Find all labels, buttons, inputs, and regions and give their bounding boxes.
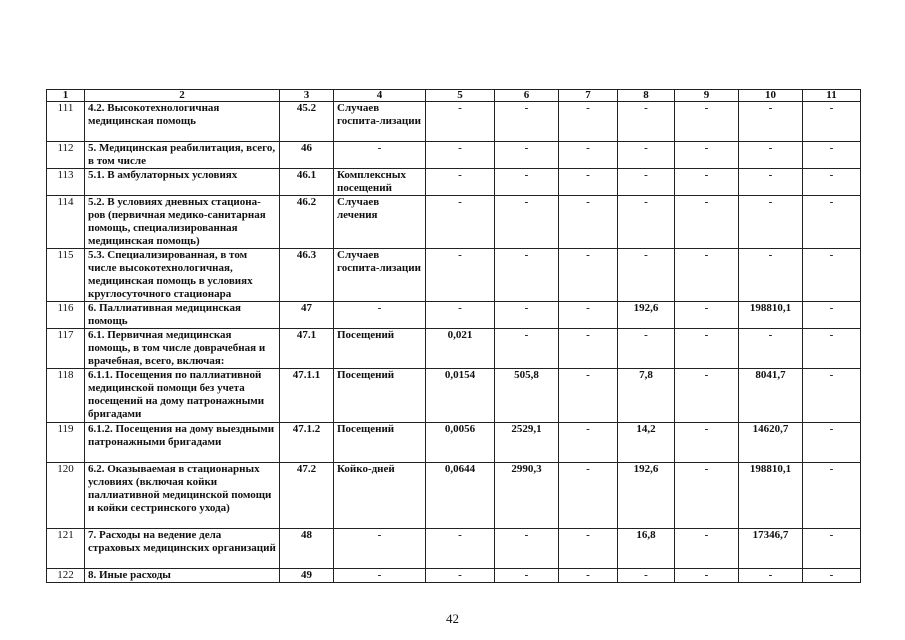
value-cell: - xyxy=(803,329,861,369)
table-row xyxy=(47,569,861,583)
table-row xyxy=(47,142,861,169)
row-code-cell: 47 xyxy=(280,302,334,329)
value-cell: - xyxy=(803,463,861,529)
value-cell: - xyxy=(559,196,618,249)
value-cell: - xyxy=(618,329,675,369)
unit-cell: Случаев госпита-лизации xyxy=(334,102,426,142)
value-cell: - xyxy=(426,102,495,142)
value-cell: - xyxy=(559,102,618,142)
table-row xyxy=(47,329,861,369)
value-cell: 17346,7 xyxy=(739,529,803,569)
value-cell: - xyxy=(559,569,618,583)
value-cell: - xyxy=(803,249,861,302)
value-cell: 16,8 xyxy=(618,529,675,569)
value-cell: - xyxy=(559,302,618,329)
column-header-11: 11 xyxy=(803,90,861,102)
value-cell: 198810,1 xyxy=(739,302,803,329)
unit-cell: Случаев лечения xyxy=(334,196,426,249)
value-cell: - xyxy=(675,369,739,423)
value-cell: - xyxy=(495,142,559,169)
column-header-8: 8 xyxy=(618,90,675,102)
value-cell: 0,0056 xyxy=(426,423,495,463)
value-cell: - xyxy=(495,569,559,583)
value-cell: - xyxy=(739,329,803,369)
value-cell: - xyxy=(495,329,559,369)
row-code-cell: 47.2 xyxy=(280,463,334,529)
column-header-3: 3 xyxy=(280,90,334,102)
indicator-name-cell: 6. Паллиативная медицинская помощь xyxy=(85,302,280,329)
value-cell: 2529,1 xyxy=(495,423,559,463)
column-header-1: 1 xyxy=(47,90,85,102)
data-table xyxy=(46,89,861,583)
value-cell: - xyxy=(803,196,861,249)
value-cell: - xyxy=(426,302,495,329)
value-cell: - xyxy=(739,569,803,583)
value-cell: - xyxy=(739,169,803,196)
value-cell: - xyxy=(559,463,618,529)
value-cell: - xyxy=(618,249,675,302)
table-row xyxy=(47,369,861,423)
value-cell: - xyxy=(426,142,495,169)
value-cell: 198810,1 xyxy=(739,463,803,529)
table-row xyxy=(47,529,861,569)
indicator-name-cell: 8. Иные расходы xyxy=(85,569,280,583)
value-cell: 14,2 xyxy=(618,423,675,463)
value-cell: - xyxy=(495,529,559,569)
column-header-5: 5 xyxy=(426,90,495,102)
value-cell: - xyxy=(675,142,739,169)
unit-cell: Случаев госпита-лизации xyxy=(334,249,426,302)
column-header-4: 4 xyxy=(334,90,426,102)
value-cell: - xyxy=(618,169,675,196)
value-cell: 0,0644 xyxy=(426,463,495,529)
value-cell: 2990,3 xyxy=(495,463,559,529)
value-cell: - xyxy=(803,569,861,583)
indicator-name-cell: 5.3. Специализированная, в том числе высокотехнологичная, медицинская помощь в условиях круглосуточного стационара xyxy=(85,249,280,302)
value-cell: - xyxy=(495,196,559,249)
indicator-name-cell: 7. Расходы на ведение дела страховых медицинских организаций xyxy=(85,529,280,569)
value-cell: - xyxy=(426,249,495,302)
value-cell: - xyxy=(675,249,739,302)
value-cell: - xyxy=(426,196,495,249)
value-cell: - xyxy=(739,142,803,169)
row-number-cell: 111 xyxy=(47,102,85,142)
value-cell: - xyxy=(618,142,675,169)
indicator-name-cell: 6.1.1. Посещения по паллиативной медицинской помощи без учета посещений на дому патронажными бригадами xyxy=(85,369,280,423)
table-row xyxy=(47,102,861,142)
unit-cell: - xyxy=(334,569,426,583)
indicator-name-cell: 5. Медицинская реабилитация, всего, в том числе xyxy=(85,142,280,169)
row-code-cell: 46.1 xyxy=(280,169,334,196)
indicator-name-cell: 6.2. Оказываемая в стационарных условиях (включая койки паллиативной медицинской помощи и койки сестринского ухода) xyxy=(85,463,280,529)
indicator-name-cell: 5.1. В амбулаторных условиях xyxy=(85,169,280,196)
value-cell: - xyxy=(559,329,618,369)
value-cell: - xyxy=(803,369,861,423)
value-cell: - xyxy=(803,529,861,569)
value-cell: - xyxy=(803,169,861,196)
row-code-cell: 46.3 xyxy=(280,249,334,302)
row-code-cell: 48 xyxy=(280,529,334,569)
row-code-cell: 46 xyxy=(280,142,334,169)
value-cell: - xyxy=(675,196,739,249)
value-cell: 7,8 xyxy=(618,369,675,423)
value-cell: 14620,7 xyxy=(739,423,803,463)
value-cell: - xyxy=(495,302,559,329)
value-cell: - xyxy=(495,169,559,196)
value-cell: - xyxy=(803,302,861,329)
value-cell: - xyxy=(559,249,618,302)
row-code-cell: 49 xyxy=(280,569,334,583)
value-cell: - xyxy=(675,169,739,196)
unit-cell: Койко-дней xyxy=(334,463,426,529)
value-cell: - xyxy=(618,196,675,249)
value-cell: - xyxy=(559,423,618,463)
unit-cell: - xyxy=(334,529,426,569)
value-cell: 0,021 xyxy=(426,329,495,369)
value-cell: 192,6 xyxy=(618,302,675,329)
row-number-cell: 118 xyxy=(47,369,85,423)
table-row xyxy=(47,196,861,249)
row-code-cell: 47.1.1 xyxy=(280,369,334,423)
column-header-7: 7 xyxy=(559,90,618,102)
value-cell: 0,0154 xyxy=(426,369,495,423)
value-cell: - xyxy=(803,423,861,463)
value-cell: - xyxy=(618,569,675,583)
value-cell: 192,6 xyxy=(618,463,675,529)
row-number-cell: 116 xyxy=(47,302,85,329)
value-cell: - xyxy=(739,249,803,302)
indicator-name-cell: 6.1.2. Посещения на дому выездными патронажными бригадами xyxy=(85,423,280,463)
table-row xyxy=(47,249,861,302)
value-cell: 8041,7 xyxy=(739,369,803,423)
header-row xyxy=(47,90,861,102)
row-number-cell: 119 xyxy=(47,423,85,463)
table-row xyxy=(47,423,861,463)
row-number-cell: 122 xyxy=(47,569,85,583)
value-cell: - xyxy=(675,329,739,369)
indicator-name-cell: 6.1. Первичная медицинская помощь, в том числе доврачебная и врачебная, всего, включая: xyxy=(85,329,280,369)
unit-cell: Посещений xyxy=(334,369,426,423)
value-cell: - xyxy=(618,102,675,142)
value-cell: - xyxy=(675,102,739,142)
value-cell: 505,8 xyxy=(495,369,559,423)
column-header-10: 10 xyxy=(739,90,803,102)
row-number-cell: 113 xyxy=(47,169,85,196)
value-cell: - xyxy=(559,369,618,423)
indicator-name-cell: 4.2. Высокотехнологичная медицинская помощь xyxy=(85,102,280,142)
value-cell: - xyxy=(675,302,739,329)
unit-cell: Комплексных посещений xyxy=(334,169,426,196)
unit-cell: - xyxy=(334,142,426,169)
unit-cell: - xyxy=(334,302,426,329)
value-cell: - xyxy=(426,569,495,583)
column-header-6: 6 xyxy=(495,90,559,102)
row-code-cell: 45.2 xyxy=(280,102,334,142)
value-cell: - xyxy=(426,169,495,196)
value-cell: - xyxy=(803,142,861,169)
table-row xyxy=(47,302,861,329)
row-number-cell: 112 xyxy=(47,142,85,169)
row-number-cell: 120 xyxy=(47,463,85,529)
value-cell: - xyxy=(675,529,739,569)
row-number-cell: 114 xyxy=(47,196,85,249)
value-cell: - xyxy=(675,569,739,583)
value-cell: - xyxy=(559,169,618,196)
value-cell: - xyxy=(495,102,559,142)
page-number: 42 xyxy=(446,611,459,626)
value-cell: - xyxy=(559,142,618,169)
row-code-cell: 47.1 xyxy=(280,329,334,369)
value-cell: - xyxy=(739,102,803,142)
column-header-9: 9 xyxy=(675,90,739,102)
value-cell: - xyxy=(559,529,618,569)
column-header-2: 2 xyxy=(85,90,280,102)
value-cell: - xyxy=(495,249,559,302)
unit-cell: Посещений xyxy=(334,329,426,369)
row-code-cell: 46.2 xyxy=(280,196,334,249)
value-cell: - xyxy=(426,529,495,569)
table-row xyxy=(47,463,861,529)
row-code-cell: 47.1.2 xyxy=(280,423,334,463)
value-cell: - xyxy=(675,423,739,463)
row-number-cell: 115 xyxy=(47,249,85,302)
value-cell: - xyxy=(675,463,739,529)
row-number-cell: 121 xyxy=(47,529,85,569)
table-row xyxy=(47,169,861,196)
value-cell: - xyxy=(803,102,861,142)
indicator-name-cell: 5.2. В условиях дневных стациона-ров (первичная медико-санитарная помощь, специализированная медицинская помощь) xyxy=(85,196,280,249)
row-number-cell: 117 xyxy=(47,329,85,369)
unit-cell: Посещений xyxy=(334,423,426,463)
value-cell: - xyxy=(739,196,803,249)
